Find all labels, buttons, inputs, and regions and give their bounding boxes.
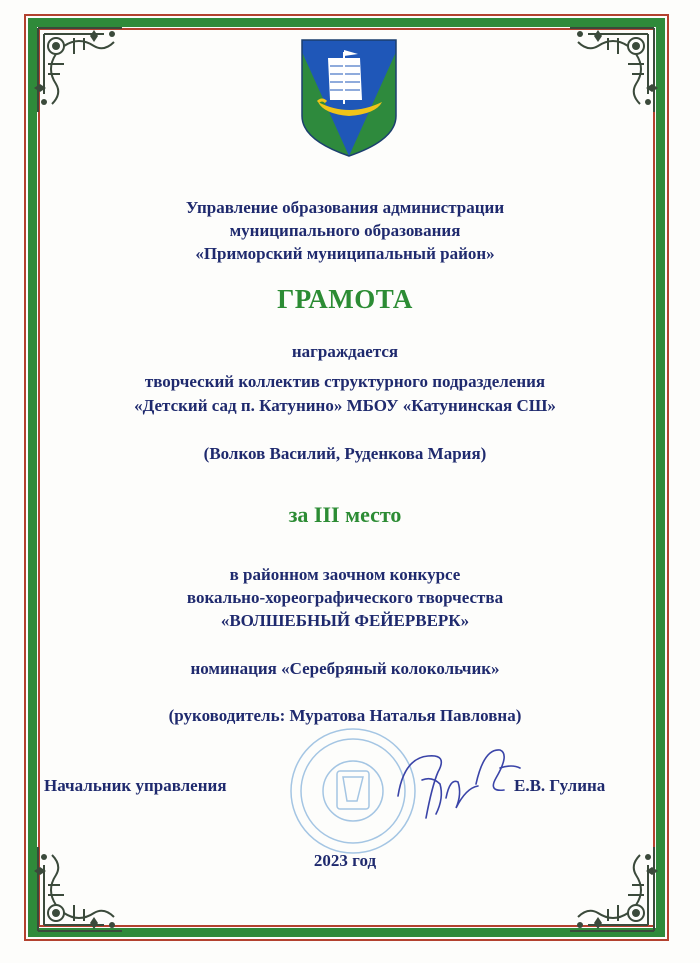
- supervisor: (руководитель: Муратова Наталья Павловна): [168, 706, 522, 725]
- corner-ornament-top-right: [566, 24, 658, 116]
- corner-ornament-top-left: [34, 24, 126, 116]
- signer-position: Начальник управления: [44, 776, 227, 795]
- signer-name: Е.В. Гулина: [514, 776, 606, 795]
- recipient-line-2: «Детский сад п. Катунино» МБОУ «Катунинская СШ»: [134, 396, 556, 415]
- coat-of-arms-emblem: [300, 38, 398, 158]
- awarded-label: награждается: [291, 342, 399, 361]
- year: 2023 год: [313, 851, 377, 870]
- recipient-names: (Волков Василий, Руденкова Мария): [203, 444, 487, 463]
- page-title: ГРАМОТА: [277, 284, 413, 314]
- nomination: номинация «Серебряный колокольчик»: [190, 659, 500, 678]
- header-line-1: Управление образования администрации: [185, 198, 505, 217]
- contest-line-1: в районном заочном конкурсе: [229, 565, 461, 584]
- contest-line-2: вокально-хореографического творчества: [186, 588, 504, 607]
- header-line-3: «Приморский муниципальный район»: [195, 244, 495, 263]
- place-award: за III место: [288, 502, 402, 527]
- handwritten-signature: [388, 738, 528, 833]
- contest-name: «ВОЛШЕБНЫЙ ФЕЙЕРВЕРК»: [220, 611, 470, 630]
- header-line-2: муниципального образования: [229, 221, 461, 240]
- recipient-line-1: творческий коллектив структурного подразделения: [144, 372, 546, 391]
